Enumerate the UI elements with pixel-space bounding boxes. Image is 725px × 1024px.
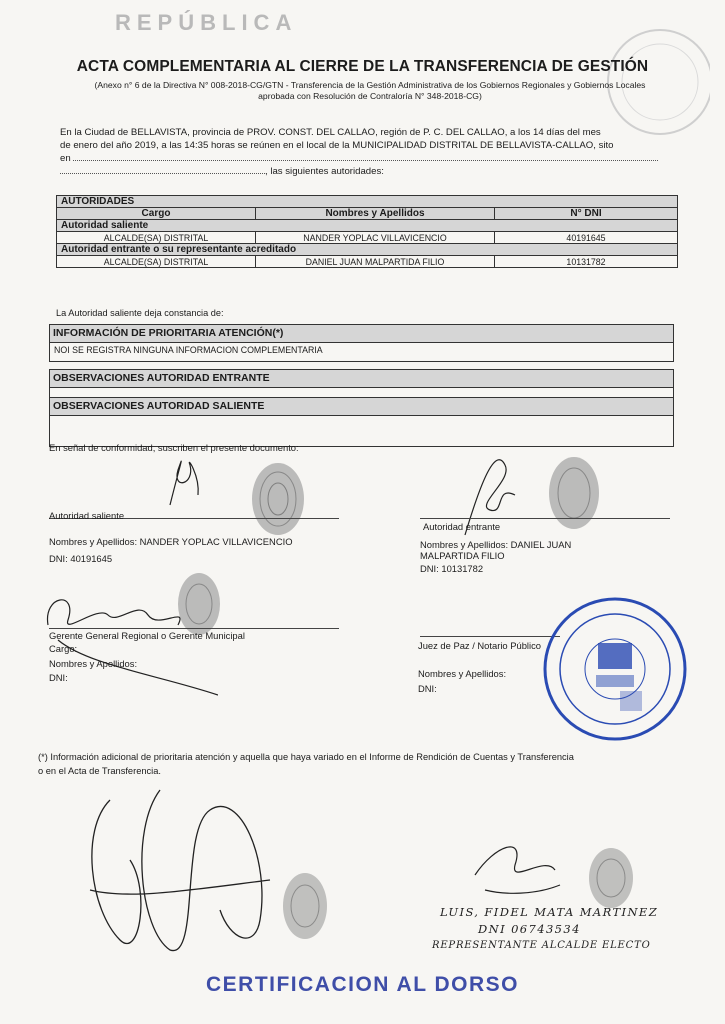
priority-info-header: INFORMACIÓN DE PRIORITARIA ATENCIÓN(*) xyxy=(50,325,673,343)
priority-info-body: NOI SE REGISTRA NINGUNA INFORMACION COMPLEMENTARIA xyxy=(54,345,323,355)
outgoing-role: Autoridad saliente xyxy=(49,510,125,521)
authorities-header-row xyxy=(57,196,678,208)
outgoing-name: Nombres y Apellidos: NANDER YOPLAC VILLAVICENCIO xyxy=(49,536,293,547)
outgoing-dni: DNI: 40191645 xyxy=(49,553,113,564)
notary-seal xyxy=(540,595,690,743)
outgoing-dni: 40191645 xyxy=(495,232,678,244)
incoming-cargo: ALCALDE(SA) DISTRITAL xyxy=(57,256,256,268)
handwritten-role: REPRESENTANTE ALCALDE ELECTO xyxy=(432,940,651,951)
outgoing-signature-scribble xyxy=(150,445,210,515)
authorities-table xyxy=(56,195,678,268)
incoming-nombres: DANIEL JUAN MALPARTIDA FILIO xyxy=(256,256,495,268)
incoming-name-line2: MALPARTIDA FILIO xyxy=(420,550,505,561)
handwritten-dni: DNI 06743534 xyxy=(478,922,581,936)
manager-cargo: Cargo: xyxy=(49,643,78,654)
certification-stamp: CERTIFICACION AL DORSO xyxy=(205,973,519,996)
outgoing-observations-header: OBSERVACIONES AUTORIDAD SALIENTE xyxy=(50,398,673,416)
manager-signature-line xyxy=(49,628,339,629)
representative-fingerprint xyxy=(585,845,637,911)
incoming-fingerprint xyxy=(545,453,603,533)
document-title: ACTA COMPLEMENTARIA AL CIERRE DE LA TRANSFERENCIA DE GESTIÓN xyxy=(76,58,649,75)
col-nombres-header: Nombres y Apellidos xyxy=(256,208,495,220)
outgoing-fingerprint xyxy=(248,460,308,538)
judge-signature-line xyxy=(420,636,560,637)
table-row xyxy=(57,232,678,244)
representative-signature-scribble xyxy=(465,835,565,905)
judge-name: Nombres y Apellidos: xyxy=(418,668,507,679)
column-header-row xyxy=(57,208,678,220)
intro-paragraph: En la Ciudad de BELLAVISTA, provincia de PROV. CONST. DEL CALLAO, región de P. C. DEL CALLAO, a los 14 días del mes de enero del año 2019, a las 14:35 horas se reúnen en el local de la MUNICIPALIDAD DISTRITAL DE BELLAVISTA-CALLAO, sito en , las siguientes autoridades: xyxy=(60,126,680,178)
judge-dni: DNI: xyxy=(418,683,437,694)
incoming-observations-header: OBSERVACIONES AUTORIDAD ENTRANTE xyxy=(50,370,673,388)
judge-role: Juez de Paz / Notario Público xyxy=(418,640,541,651)
top-faint-stamp: REPÚBLICA xyxy=(115,10,298,35)
document-subtitle: (Anexo n° 6 de la Directiva N° 008-2018-CG/GTN - Transferencia de la Gestión Administrativa de los Gobiernos Regionales y Gobiernos Locales aprobada con Resolución de Contraloría N° 348-2018-CG) xyxy=(94,80,646,101)
manager-role: Gerente General Regional o Gerente Municipal xyxy=(49,630,245,641)
outgoing-authority-header: Autoridad saliente xyxy=(57,220,678,232)
col-dni-header: N° DNI xyxy=(495,208,678,220)
bottom-fingerprint xyxy=(280,870,330,942)
authorities-section-header: AUTORIDADES xyxy=(57,196,678,208)
incoming-dni: DNI: 10131782 xyxy=(420,563,484,574)
incoming-name-line1: Nombres y Apellidos: DANIEL JUAN xyxy=(420,539,572,550)
col-cargo-header: Cargo xyxy=(57,208,256,220)
outgoing-observations-section xyxy=(49,397,674,447)
handwritten-name: LUIS, FIDEL MATA MARTINEZ xyxy=(440,905,659,919)
priority-info-section xyxy=(49,324,674,362)
large-signature-scribble xyxy=(70,770,290,960)
incoming-authority-header: Autoridad entrante o su representante acreditado xyxy=(57,244,678,256)
manager-name: Nombres y Apellidos: xyxy=(49,658,138,669)
conformity-text: En señal de conformidad, suscriben el presente documento: xyxy=(49,442,299,453)
table-row xyxy=(57,256,678,268)
manager-dni: DNI: xyxy=(49,672,68,683)
footnote: (*) Información adicional de prioritaria atención y aquella que haya variado en el Informe de Rendición de Cuentas y Transferencia o en el Acta de Transferencia. xyxy=(38,752,574,776)
outgoing-nombres: NANDER YOPLAC VILLAVICENCIO xyxy=(256,232,495,244)
outgoing-cargo: ALCALDE(SA) DISTRITAL xyxy=(57,232,256,244)
constancia-text: La Autoridad saliente deja constancia de: xyxy=(56,308,224,318)
incoming-signature-line xyxy=(420,518,670,519)
incoming-role: Autoridad entrante xyxy=(423,521,501,532)
incoming-dni: 10131782 xyxy=(495,256,678,268)
